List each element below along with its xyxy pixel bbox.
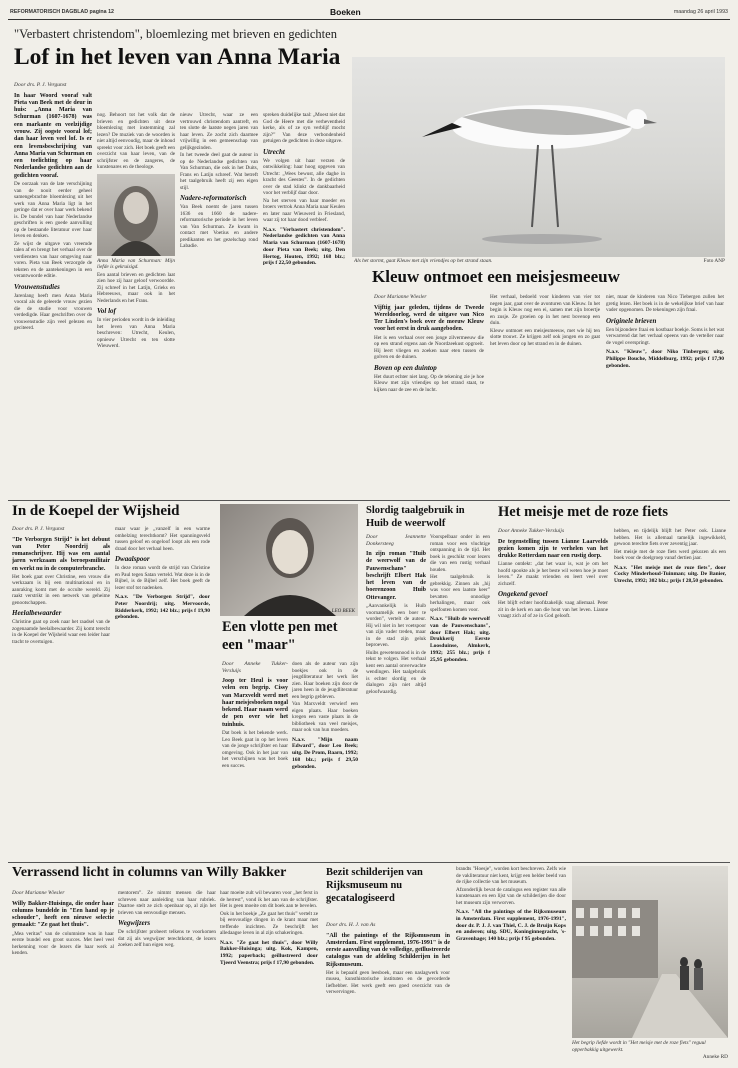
rozen-text-1b: Het blijft echter hoofdzakelijk vaag allemaal. Peter zit in de kerk en aan die hout van het leven. Lianne vraagt zich af of ze in God gelooft. [498, 600, 608, 620]
anna-col-4 [263, 112, 345, 482]
anna-heading-3: Nadere-reformatorisch [180, 194, 247, 202]
anna-byline: Door drs. P. J. Vergunst [14, 82, 67, 88]
portrait-anna-maria [97, 174, 175, 256]
kleuw-text-1b: Het duurt echter niet lang. Op de tekening zie je hoe Kleuw met zijn vriendjes op het strand staat, te kijken naar de zee en de lucht. [374, 373, 484, 393]
leo-photo-credit: LEO BEEK [331, 609, 355, 614]
divider-bottom [8, 862, 730, 863]
koepel-byline: Door drs. P. J. Vergunst [12, 526, 65, 532]
verrassend-text-2: mentorem”. Ze nimmt mensen die haar schreven naar aanleiding van haar rubriek. Daartoe stelt ze zich openbaar op, al zijn het brieven van eenvoudige mensen. [118, 890, 216, 916]
seagull-credit: Foto ANP [703, 258, 725, 264]
kleuw-lead: Vijftig jaar geleden, tijdens de Tweede Wereldoorlog, werd de uitgave van Nico Ter Linden's boek over de meeuw Kleuw voor het eerst in druk aangeboden. [374, 304, 484, 333]
rozen-text-2: hebben, en tijdelijk blijft het Peter ook. Lianne hebben. Het is allemaal tamelijk ingewikkeld, gewoon terechte fiets over zeventig jaar. [614, 528, 726, 547]
anna-text-3: nieuw Utrecht, waar ze een vertrouwd christendom aantreft, en ten slotte de laatste negen jaren van haar leven. Ze zocht zich daarmee vrijwillig in een gemeenschap van gelijkgezinden. [180, 112, 258, 151]
leo-col-2 [292, 661, 358, 856]
verrassend-text-3b: Ook in het boekje „Ze gaat het thuis” vertelt ze bij eenvoudige dingen in de krant maar met treffende inzichten. Ze beschrijft het alledaagse leven in al zijn schakeringen. [220, 910, 318, 936]
divider-top [8, 500, 730, 501]
huib-text-2b: Het taalgebruik is gebrekkig. Zinnen als „hij was voor een laatste keer” bevatten onnodige herhalingen, maar ook spelfouten komen voor. [430, 574, 490, 613]
huib-byline: Door Jeannette Donkersteeg [366, 534, 426, 547]
verrassend-title: Verrassend licht in columns van Willy Bakker [12, 866, 287, 880]
paper-name: REFORMATORISCH DAGBLAD pagina 12 [10, 9, 114, 15]
rijks-col-1 [326, 922, 450, 1060]
koepel-text-1b: Christine gaat op zoek naar het raadsel van de zogenaamde heelalbewaarder. Zij komt terecht in de Koepel der Wijsheid waar een leider haar tracht te overtuigen. [12, 619, 110, 645]
anna-text-4b: We volgen uit haar verzen de ontwikkeling: haar hoog opgeven van Utrecht: „Wees bewust, alle daghe in kracht des Geestes”. In de gedichten over de stad klinkt de dankbaarheid voor het verblijf daar door. [263, 157, 345, 196]
leo-text-1: Dat boek is het bekende werk. Leo Beek gaat in op het leven van de jonge schrijfster en haar omgeving. Ook in het jaar van het verschijnen was het boek een succes. [222, 730, 288, 769]
huib-text-1: „Aanvankelijk is Huib voornamelijk een boer te worden”, vertelt de auteur. Hij wil niet in het voetspoor van zijn vader treden, maar in de stad zijn geluk beproeven. [366, 603, 426, 649]
koepel-heading-1: Heelalbewaarder [12, 609, 62, 618]
kleuw-col-2 [490, 294, 600, 496]
kleuw-text-3b: Een bijzondere fraai en kostbaar boekje. Soms is het wat verwarrend dat het verhaal opeens van de verteller naar de vogel overspringt. [606, 326, 724, 346]
verrassend-text-2b: De schrijfster probeert telkens te voorkomen dat zij als wegwijzer terechtkomt, de lezers zoeken zelf hun eigen weg. [118, 929, 216, 948]
kleuw-text-3: niet, maar de kinderen van Nico Tiebergen zullen het gretig lezen. Het boek is in de wekelijkse brief van haar vader opgenomen. De tekeningen zijn fraai. [606, 294, 724, 313]
kleuw-col-3 [606, 294, 724, 496]
rijks-byline: Door drs. H. J. van As [326, 922, 376, 928]
rozen-col-2 [614, 528, 726, 856]
koepel-lead: "De Verborgen Strijd" is het debuut van Peter Noordrij als romanschrijver. Hij was een aantal jaren werkzaam als beroepsmilitair en werkt nu in de computerbranche. [12, 536, 110, 572]
koepel-text-1: Het boek gaat over Christine, een vrouw die werkzaam is bij een multinational en in aanraking komt met de occulte wereld. Zij raakt verstrikt in een netwerk van geheime genootschappen. [12, 573, 110, 606]
street-caption: Het begrip liefde wordt in "Het meisje met de roze fiets" reguul opperbakkig uitgewerkt. [572, 1040, 706, 1053]
verrassend-book-info: N.a.v. "Ze gaat het thuis", door Willy Bakker-Huisinga; uitg. Kok, Kampen, 1992; paperback; geïllustreerd door Tjeerd Veenstra; prijs f 17,90 gebonden. [220, 939, 318, 966]
rijks-book-info: N.a.v. "All the paintings of the Rijksmuseum in Amsterdam. First supplement, 1976-1991", door dr. P. J. J. van Thiel, C. J. de Bruijn Kops en anderen; uitg. SDU, Koninginnegracht, 's-Gravenhage; 140 blz.; prijs f 95 gebonden. [456, 909, 566, 943]
kleuw-col-1 [374, 294, 484, 496]
anna-text-4c: Na het sterven van haar moeder en broers vertrok Anna Maria naar Keulen en later naar Wieuwerd in Friesland, waar zij tot haar dood verbleef. [263, 197, 345, 223]
kleuw-title: Kleuw ontmoet een meisjesmeeuw [372, 268, 620, 286]
verrassend-heading-1: Wegwijzers [118, 919, 151, 927]
koepel-heading-2: Dwaalspoor [115, 555, 150, 563]
anna-title: Lof in het leven van Anna Maria [14, 46, 341, 70]
rijks-text-1: Het is bepaald geen leesboek, maar een naslagwerk voor musea, kunsthistorische instituten en de gevorderde liefhebber. Het werk geeft een goed overzicht van de verwervingen. [326, 969, 450, 996]
kleuw-heading-1: Boven op een duintop [374, 363, 437, 372]
anna-text-1: De oorzaak van de late verschijning van de nooit eerder geheel samengebrachte bloemlezing uit het werk van Anna Maria ligt in het geringe dat er over haar werk bekend is. De bundel van haar Nederlandse geschriften is een goede aanvulling op de bestaande literatuur over haar leven en denken. [14, 181, 92, 240]
huib-text-2: Voorspelbaar onder in een roman voor een vluchtige ontspanning in de tijd. Het boek is geschikt voor lezers die van een rustig verhaal houden. [430, 534, 490, 573]
koepel-title: In de Koepel der Wijsheid [12, 504, 180, 519]
huib-col-2 [430, 534, 490, 856]
anna-heading-2: Vol lof [97, 307, 116, 315]
anna-col-1 [14, 82, 92, 482]
street-photo [572, 866, 728, 1038]
rozen-text-1: Lianne ontdekt: „dat het waar is, wat je om het hoofd spookte als je het beste wil weten hoe je moet leven.” Ze maakt vrienden en leert veel over zichzelf. [498, 561, 608, 587]
kleuw-text-1: Het is een verhaal over een jonge zilvermeeuw die op een strand ergens aan de Noordzeekust opgroeit. Hij leert vliegen en zoeken naar eten tussen de golven en de duinen. [374, 334, 484, 361]
koepel-text-2: maar waar je „vanzelf in een warme omhelzing terechtkomt? Het spanningsveld tussen geloof en ongeloof loopt als een rode draad door het verhaal heen. [115, 526, 210, 552]
koepel-book-info: N.a.v. "De Verborgen Strijd", door Peter Noordrij; uitg. Mervoorde, Ridderkerk, 1992; 142 blz.; prijs f 19,90 gebonden. [115, 594, 210, 621]
anna-col-2 [97, 112, 175, 482]
kleuw-byline: Door Marianne Wiesler [374, 294, 427, 300]
leo-text-2: doen als de auteur van zijn boekjes ook in de jeugdliteratuur het werk liet zien. Haar boeken zijn door de jaren heen in de jeugdliteratuur een begrip gebleven. [292, 661, 358, 700]
anna-col-3 [180, 112, 258, 482]
anna-text-2: nog. Behoort tot het volk dat de brieven en gedichten uit deze bloemlezing met instemming zal lezen? De muziek van de woorden is niet altijd eenvoudig, maar de inhoud spreekt voor zich. Het boek geeft een overzicht van haar leven, van de schrijfster en de zangeres, de kunstenares en de theologe. [97, 112, 175, 170]
rijks-col-2 [456, 866, 566, 1060]
leo-beek-photo [220, 504, 358, 616]
leo-book-info: N.a.v. "Mijn naam Edward", door Leo Beek; uitg. De Prom, Baarn, 1992; 168 blz.; prijs f 29,50 gebonden. [292, 736, 358, 770]
masthead [8, 6, 730, 20]
anna-text-3b: In het tweede deel gaat de auteur in op de Nederlandse gedichten van Van Schurman, die ook in het Duits, Frans en Latijn schreef. Wat betreft het taalgebruik heeft zij een eigen stijl. [180, 152, 258, 191]
verrassend-col-3 [220, 890, 318, 1060]
kleuw-text-2b: Kleuw ontmoet een meisjesmeeuw, met wie hij ten slotte trouwt. Ze krijgen zelf ook jongen en zo gaat het leven door op het strand en in de duinen. [490, 327, 600, 347]
anna-text-1b: Ze wijst de uitgave van vreemde talen af en brengt het verhaal over de verdiensten van haar omgeving naar voren. Pieta van Beek verzorgde de teksten en de aantekeningen in een verantwoorde editie. [14, 240, 92, 280]
rijks-title: Bezit schilderijen van Rijksmuseum nu gecatalogiseerd [326, 867, 423, 904]
anna-text-2c: In vier perioden wordt in de inleiding het leven van Anna Maria beschreven: Utrecht, Keulen, opnieuw Utrecht en ten slotte Wieuwerd. [97, 317, 175, 349]
leo-byline: Door Anneke Tukker-Versluijs [222, 661, 288, 674]
koepel-col-1 [12, 526, 110, 856]
rozen-book-info: N.a.v. "Het meisje met de roze fiets", door Cocky Minderhoud-Tuinman; uitg. De Banier, Utrecht, 1992; 302 blz.; prijs f 28,50 gebonden. [614, 564, 726, 585]
rozen-byline: Door Anneke Tukker-Versluijs [498, 528, 565, 534]
anna-text-1c: Jarenlang heeft men Anna Maria vooral als de geleerde vrouw gezien die de studie voor vrouwen verdedigde. Haar geschriften over de vrouwenstudie zijn veel gelezen en geciteerd. [14, 292, 92, 332]
huib-text-1b: Huibs gewetensnood is in de tekst te volgen. Het verhaal kent een aantal onverwachte wendingen. Het taalgebruik is echter slordig en de dialogen zijn niet altijd geloofwaardig. [366, 649, 426, 695]
rozen-col-1 [498, 528, 608, 856]
rozen-title: Het meisje met de roze fiets [498, 505, 669, 520]
rozen-lead: De tegenstelling tussen Lianne Laarvelds gezien komen zijn te verhelen van het drukke Rotterdam naar een rustig dorp. [498, 538, 608, 560]
leo-lead: Joop ter Heul is voor velen een begrip. Cissy van Marxveldt werd met haar meisjesboeken nogal bekend. Haar naam werd de pen over wie het tuinhuis. [222, 678, 288, 728]
rijks-text-2b: Afzonderlijk bevat de catalogus een register van alle kunstenaars en een lijst van de schilderijen die door het museum zijn verworven. [456, 886, 566, 906]
anna-text-4: spreken duidelijke taal: „Moest niet dat God de Heere met die verheventheid kerke, als of ze syn verblijf mocht zijn?” Van deze verbondenheid getuigen de gedichten in deze uitgave. [263, 112, 345, 144]
verrassend-byline: Door Marianne Wiesler [12, 890, 65, 896]
anna-text-3c: Van Beek noemt de jaren tussen 1636 en 1660 de nadere-reformatorische periode in het leven van Van Schurman. Ze kwam in contact met Voetius en andere predikanten en het gezelschap rond Labadie. [180, 204, 258, 249]
rozen-text-2b: Het meisje met de roze fiets werd gekozen als een boek voor de doelgroep vanaf dertien jaar. [614, 548, 726, 561]
rozen-heading-1: Ongekend gevoel [498, 590, 548, 599]
leo-title: Een vlotte pen met een "maar" [222, 619, 338, 653]
rijks-text-2: brandts "Hoesje", worden kort beschreven. Zelfs wie de vakliteratuur niet kent, krijgt een helder beeld van de rijke collectie van het museum. [456, 866, 566, 885]
leo-col-1 [222, 661, 288, 856]
verrassend-text-3: haar moeite zult wil bewaren voor „het ferst in de herrest”, vond ik het aan van de schrijfster. Het is geen moeite om dit boek aan te bevelen. [220, 890, 318, 909]
koepel-col-2 [115, 526, 210, 856]
anna-heading-4: Utrecht [263, 147, 285, 156]
seagull-caption: Als het stormt, gaat Kleuw met zijn vriendjes op het strand staan. [354, 258, 493, 264]
kleuw-book-info: N.a.v. "Kleuw", door Niko Tinbergen; uitg. Philippe Bouche, Middelburg, 1992; prijs f 17,90 gebonden. [606, 349, 724, 369]
rijks-lead: "All the paintings of the Rijksmuseum in Amsterdam. First supplement, 1976-1991" is de eerste aanvulling van de volledige, geïllustreerde catalogus van de afdeling Schilderijen in het Rijksmuseum. [326, 932, 450, 968]
huib-lead: In zijn roman "Huib de weerwolf van de Pauwenschans" beschrijft Elbert Hak het leven van de boerenzoon Huib Ottevanger. [366, 551, 426, 601]
verrassend-col-2 [118, 890, 216, 1060]
anna-heading-1: Vrouwenstudies [14, 282, 60, 291]
anna-lead: In haar Woord vooraf valt Pieta van Beek met de deur in huis: „Anna Maria van Schurman (1607-1678) was een markante en veelzijdige vrouw. Zij oogste vooral lof; dan haar leven veel lof. Is er een levensbeschrijving van Anna Maria van Schurman en een toelichting op haar Nederlandse gedichten aan de gedichten vooraf. [14, 92, 92, 179]
kleuw-heading-2: Originele brieven [606, 316, 657, 325]
kicker: "Verbastert christendom", bloemlezing met brieven en gedichten [14, 27, 337, 41]
huib-book-info: N.a.v. "Huib de weerwolf van de Pauwenschans", door Elbert Hak; uitg. Drukkerij Eerste Loosduinse, Almkerk, 1992; 255 blz.; prijs f 25,95 gebonden. [430, 616, 490, 663]
anna-text-2b: Een aantal brieven en gedichten laat zien hoe zij haar geloof verwoordde. Zij schreef in het Latijn, Grieks en Hebreeuws, maar ook in het Nederlands en het Frans. [97, 271, 175, 304]
kleuw-text-2: Het verhaal, bedoeld voor kinderen van vier tot negen jaar, gaat over de avonturen van Kleuw. In het begin is Kleuw nog een ei, samen met zijn broertje en zusje. Ze groeien op in het nest bovenop een duin. [490, 294, 600, 326]
leo-text-2b: Van Marxveldt verwierf een eigen plaats. Haar boeken kregen een vaste plaats in de bibliotheek van veel meisjes, maar ook van hun moeders. [292, 701, 358, 733]
anna-book-info: N.a.v. "Verbastert christendom". Nederlandse gedichten van Anna Maria van Schurman (1607-1678) door Pieta van Beek; uitg. Den Hertog, Houten, 1992; 168 blz.; prijs f 22,50 gebonden. [263, 226, 345, 267]
section-name: Boeken [330, 7, 361, 17]
verrassend-col-1 [12, 890, 114, 1060]
huib-col-1 [366, 534, 426, 856]
seagull-photo [352, 57, 725, 257]
koepel-text-2b: In deze roman wordt de strijd van Christine en Paul tegen Satan verteld. Wat deze is in de Bijbel, is de Bijbel zelf. Het boek geeft de lezer stof tot nadenken. [115, 565, 210, 591]
verrassend-text-1: „Mea veritas” van de columniste was in haar eerste bundel een groot succes. Met heel veel herkenning voor de lezers die haar werk al kenden. [12, 930, 114, 957]
street-credit: Anneke RD [702, 1054, 728, 1060]
huib-title: Slordig taalgebruik in Huib de weerwolf [366, 505, 465, 529]
issue-date: maandag 26 april 1993 [673, 9, 728, 15]
verrassend-lead: Willy Bakker-Huisinga, die onder haar columns bundelde in "Een hand op je schouder", heeft een nieuwe selectie gemaakt: "Ze gaat het thuis". [12, 900, 114, 929]
portrait-caption: Anna Maria van Schurman: Mijn liefde is gekruisigd. [97, 257, 175, 270]
